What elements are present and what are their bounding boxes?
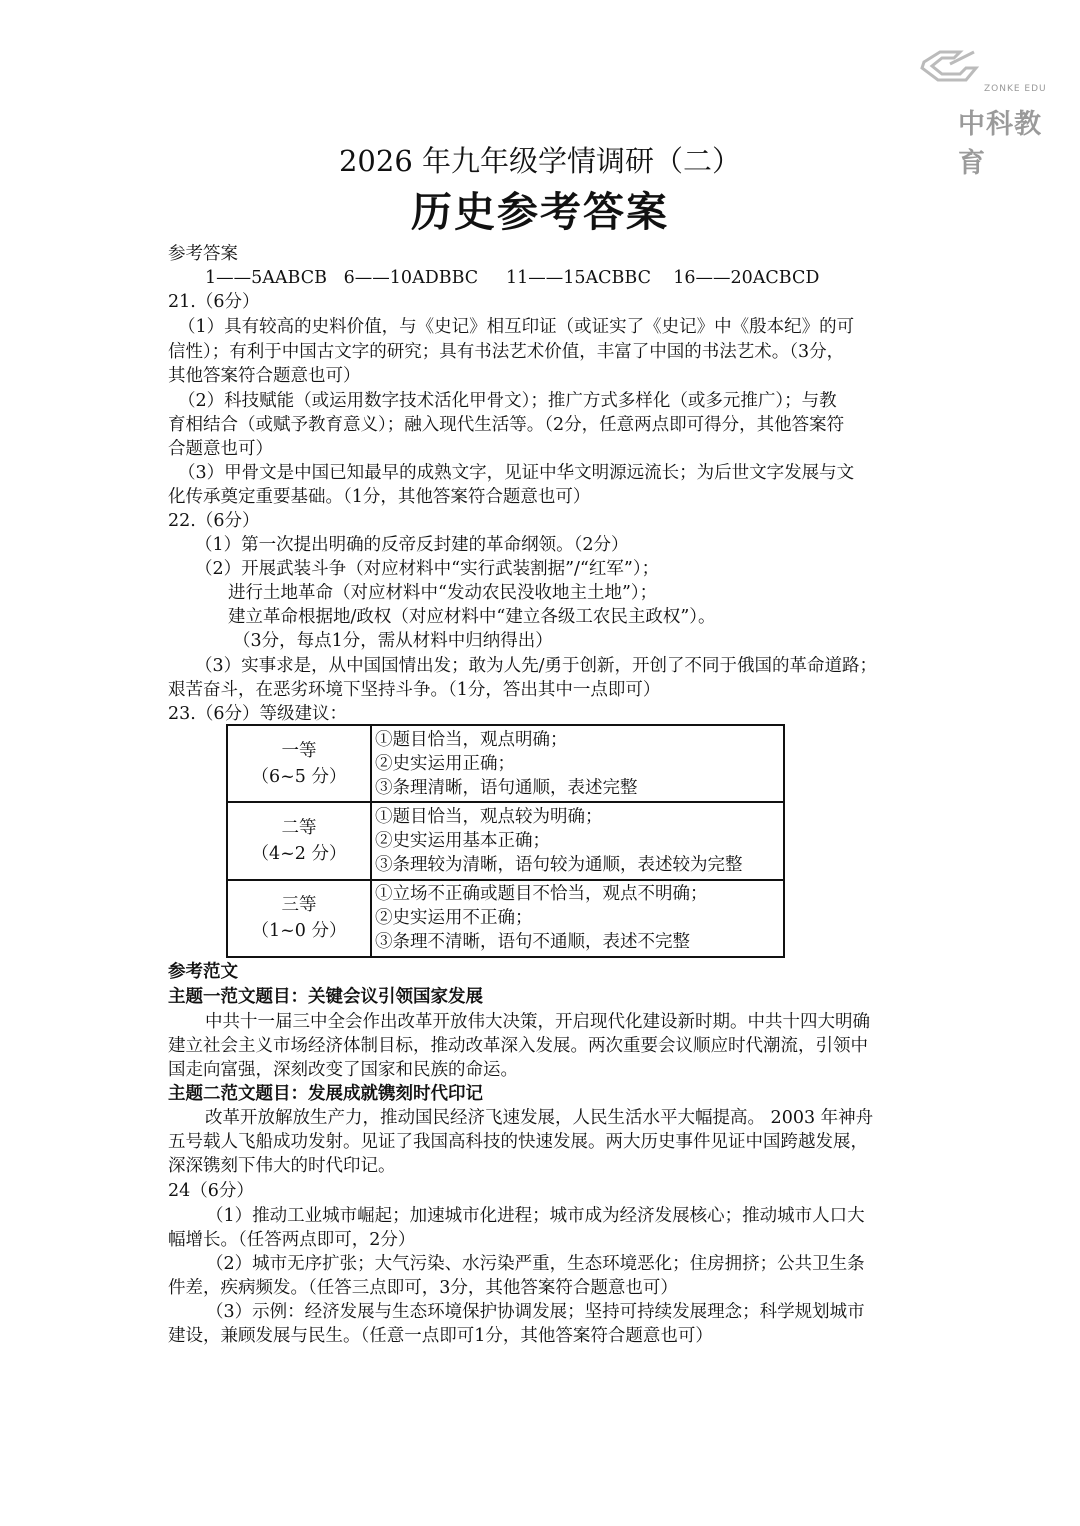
q24-line: （2）城市无序扩张；大气污染、水污染严重，生态环境恶化；住房拥挤；公共卫生条 bbox=[206, 1254, 865, 1274]
q21-line: 信性）；有利于中国古文字的研究；具有书法艺术价值，丰富了中国的书法艺术。（3分， bbox=[168, 342, 845, 362]
q21-line: 化传承奠定重要基础。（1分，其他答案符合题意也可） bbox=[168, 487, 591, 507]
q24-line: 建设，兼顾发展与民生。（任意一点即可1分，其他答案符合题意也可） bbox=[168, 1326, 713, 1346]
grade-name: 二等 bbox=[281, 817, 317, 838]
grade-table bbox=[226, 724, 785, 958]
topic1-title: 主题一范文题目：关键会议引领国家发展 bbox=[168, 987, 483, 1007]
grade-criteria-cell bbox=[371, 802, 784, 879]
topic2-line: 深深镌刻下伟大的时代印记。 bbox=[168, 1156, 396, 1176]
q24-line: 件差，疾病频发。（任答三点即可，3分，其他答案符合题意也可） bbox=[168, 1278, 678, 1298]
grade-criterion: ②史实运用基本正确； bbox=[375, 830, 550, 851]
q24-line: （3）示例：经济发展与生态环境保护协调发展；坚持可持续发展理念；科学规划城市 bbox=[206, 1302, 865, 1322]
exam-title: 2026 年九年级学情调研（二） bbox=[338, 144, 742, 178]
q22-line: 进行土地革命（对应材料中“发动农民没收地主土地”）； bbox=[228, 583, 658, 603]
choice-answers: 1——5AABCB 6——10ADBBC 11——15ACBBC 16——20ACBCD bbox=[205, 268, 820, 288]
grade-criterion: ③条理较为清晰，语句较为通顺，表述较为完整 bbox=[375, 854, 743, 875]
topic1-line: 国走向富强，深刻改变了国家和民族的命运。 bbox=[168, 1060, 518, 1080]
q22-line: （3分，每点1分，需从材料中归纳得出） bbox=[233, 631, 553, 651]
grade-criterion: ①立场不正确或题目不恰当，观点不明确； bbox=[375, 884, 708, 905]
grade-criteria-cell bbox=[371, 725, 784, 802]
q21-line: （3）甲骨文是中国已知最早的成熟文字，见证中华文明源远流长；为后世文字发展与文 bbox=[178, 463, 855, 483]
topic2-line: 改革开放解放生产力，推动国民经济飞速发展，人民生活水平大幅提高。 2003 年神舟 bbox=[205, 1108, 874, 1128]
logo-subtext: ZONKE EDU bbox=[984, 84, 1047, 94]
q21-line: 合题意也可） bbox=[168, 439, 273, 459]
topic2-line: 五号载人飞船成功发射。见证了我国高科技的快速发展。两大历史事件见证中国跨越发展， bbox=[168, 1132, 868, 1152]
q21-line: （2）科技赋能（或运用数字技术活化甲骨文）；推广方式多样化（或多元推广）；与教 bbox=[178, 391, 837, 411]
sample-essay-heading: 参考范文 bbox=[168, 962, 238, 982]
q24-heading: 24（6分） bbox=[168, 1181, 254, 1201]
q22-line: （1）第一次提出明确的反帝反封建的革命纲领。（2分） bbox=[195, 535, 629, 555]
q22-line: 建立革命根据地/政权（对应材料中“建立各级工农民主政权”）。 bbox=[228, 607, 716, 627]
logo-text: 中科教育 bbox=[958, 109, 1042, 179]
q21-line: 其他答案符合题意也可） bbox=[168, 366, 361, 386]
grade-criterion: ①题目恰当，观点明确； bbox=[375, 729, 568, 750]
document-title: 历史参考答案 bbox=[411, 188, 669, 236]
grade-level-cell bbox=[227, 802, 371, 879]
q22-heading: 22.（6分） bbox=[168, 511, 260, 531]
q23-heading: 23.（6分）等级建议： bbox=[168, 704, 347, 724]
grade-range: （4~2 分） bbox=[251, 843, 347, 864]
grade-criterion: ②史实运用不正确； bbox=[375, 908, 533, 929]
q24-line: （1）推动工业城市崛起；加速城市化进程；城市成为经济发展核心；推动城市人口大 bbox=[206, 1206, 865, 1226]
grade-criteria-cell bbox=[371, 880, 784, 957]
table-row bbox=[227, 725, 784, 802]
table-row bbox=[227, 880, 784, 957]
grade-criterion: ③条理不清晰，语句不通顺，表述不完整 bbox=[375, 932, 690, 953]
grade-name: 一等 bbox=[281, 740, 317, 761]
grade-criterion: ②史实运用正确； bbox=[375, 753, 515, 774]
topic2-title: 主题二范文题目：发展成就镌刻时代印记 bbox=[168, 1084, 483, 1104]
q24-line: 幅增长。（任答两点即可，2分） bbox=[168, 1230, 416, 1250]
topic1-line: 中共十一届三中全会作出改革开放伟大决策，开启现代化建设新时期。中共十四大明确 bbox=[205, 1012, 870, 1032]
grade-name: 三等 bbox=[281, 895, 317, 916]
grade-range: （6~5 分） bbox=[251, 766, 347, 787]
q22-line: （2）开展武装斗争（对应材料中“实行武装割据”/“红军”）； bbox=[195, 559, 660, 579]
logo-mark-icon bbox=[920, 48, 980, 84]
q21-heading: 21.（6分） bbox=[168, 292, 260, 312]
grade-level-cell bbox=[227, 880, 371, 957]
table-row bbox=[227, 802, 784, 879]
answers-heading: 参考答案 bbox=[168, 244, 238, 264]
q22-line: （3）实事求是，从中国国情出发；敢为人先/勇于创新，开创了不同于俄国的革命道路； bbox=[195, 656, 878, 676]
q22-line: 艰苦奋斗，在恶劣环境下坚持斗争。（1分，答出其中一点即可） bbox=[168, 680, 661, 700]
q21-line: 育相结合（或赋予教育意义）；融入现代生活等。（2分，任意两点即可得分，其他答案符 bbox=[168, 415, 845, 435]
grade-criterion: ③条理清晰，语句通顺，表述完整 bbox=[375, 777, 638, 798]
topic1-line: 建立社会主义市场经济体制目标，推动改革深入发展。两次重要会议顺应时代潮流，引领中 bbox=[168, 1036, 868, 1056]
q21-line: （1）具有较高的史料价值，与《史记》相互印证（或证实了《史记》中《殷本纪》的可 bbox=[178, 317, 855, 337]
grade-level-cell bbox=[227, 725, 371, 802]
grade-range: （1~0 分） bbox=[251, 921, 347, 942]
publisher-logo bbox=[918, 40, 1068, 179]
grade-criterion: ①题目恰当，观点较为明确； bbox=[375, 806, 603, 827]
